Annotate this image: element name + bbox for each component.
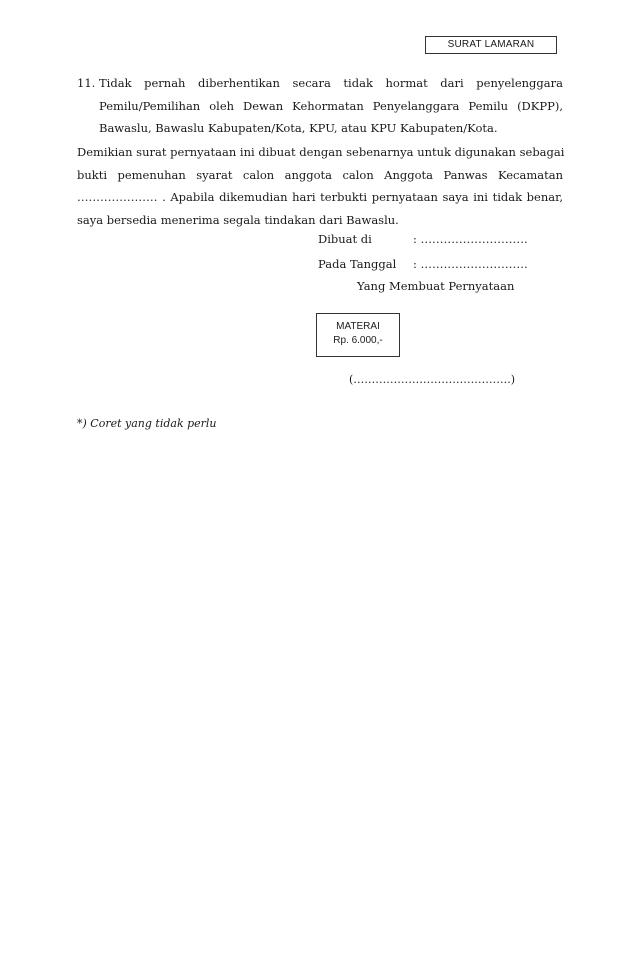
document-type-label: SURAT LAMARAN xyxy=(425,36,557,54)
statement-line: Demikian surat pernyataan ini dibuat dengan sebenarnya untuk digunakan sebagai xyxy=(77,145,565,159)
statement-line: ………………… . Apabila dikemudian hari terbukti pernyataan saya ini tidak benar, xyxy=(77,190,563,204)
made-at-row xyxy=(318,231,528,247)
list-item-number: 11. xyxy=(77,76,96,90)
stamp-box xyxy=(316,313,400,357)
stamp-title: MATERAI xyxy=(336,321,380,332)
list-item-line: Pemilu/Pemilihan oleh Dewan Kehormatan Penyelanggara Pemilu (DKPP), xyxy=(99,98,563,113)
statement-paragraph xyxy=(77,141,563,231)
list-item-11 xyxy=(77,72,563,140)
made-at-label: Dibuat di xyxy=(318,232,372,246)
signature-name-line: (…………………………………….) xyxy=(349,373,516,386)
made-at-value: : ………………………. xyxy=(413,232,528,246)
list-item-text xyxy=(99,72,563,140)
list-item-line: Bawaslu, Bawaslu Kabupaten/Kota, KPU, atau KPU Kabupaten/Kota. xyxy=(99,121,498,135)
date-value: : ………………………. xyxy=(413,257,528,271)
statement-line: saya bersedia menerima segala tindakan dari Bawaslu. xyxy=(77,212,399,227)
date-row xyxy=(318,256,528,272)
maker-label: Yang Membuat Pernyataan xyxy=(357,279,515,293)
date-label: Pada Tanggal xyxy=(318,257,397,271)
statement-line: bukti pemenuhan syarat calon anggota calon Anggota Panwas Kecamatan xyxy=(77,167,563,182)
stamp-value: Rp. 6.000,- xyxy=(333,335,383,346)
footnote: *) Coret yang tidak perlu xyxy=(77,417,217,430)
list-item-line: Tidak pernah diberhentikan secara tidak hormat dari penyelenggara xyxy=(99,76,563,90)
